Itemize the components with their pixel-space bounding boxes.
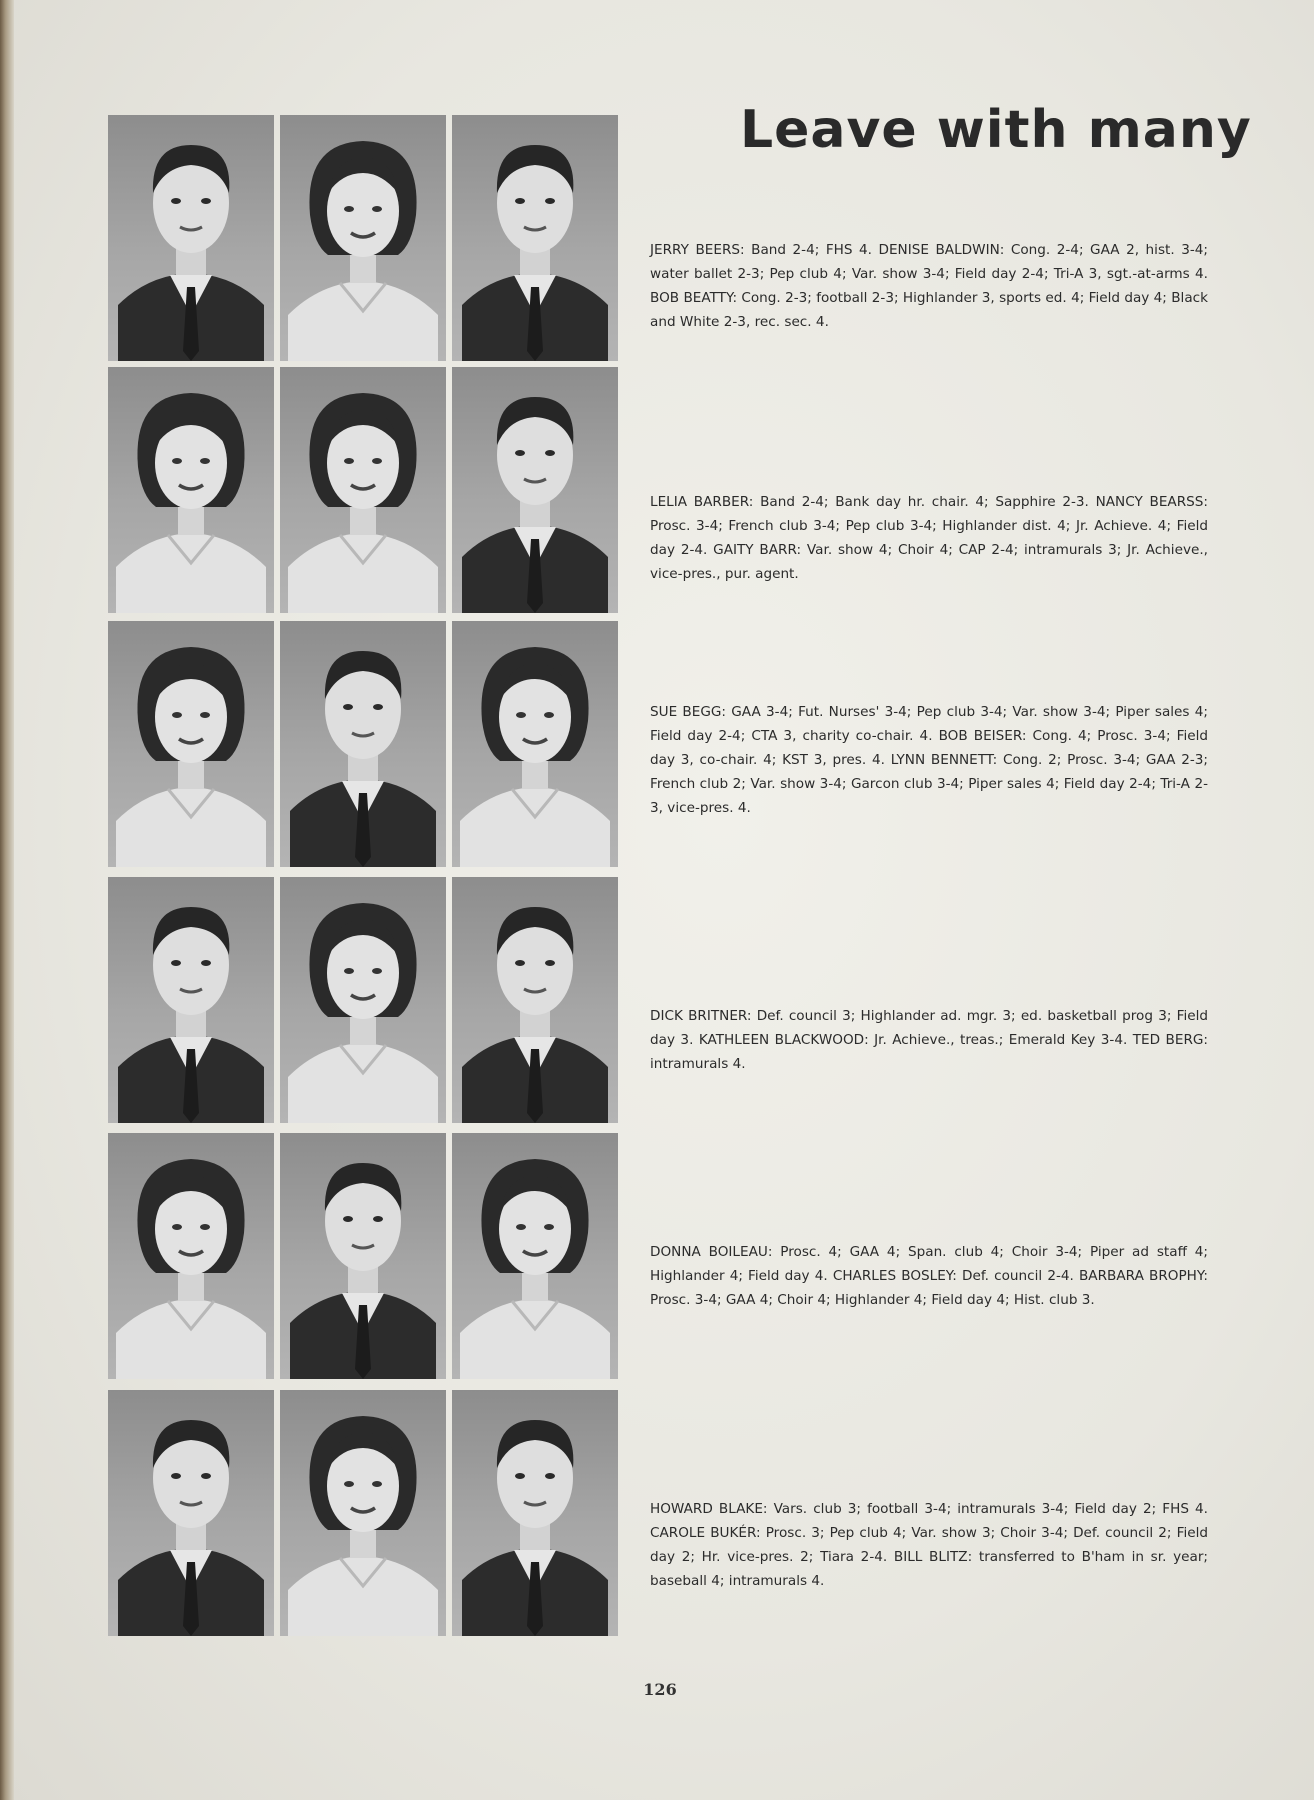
caption-row-4: DICK BRITNER: Def. council 3; Highlander ad. mgr. 3; ed. basketball prog 3; Field day 3. KATHLEEN BLACKWOOD: Jr. Achieve., treas.; Emerald Key 3-4. TED BERG: intramurals 4. [650, 1008, 1208, 1072]
portrait-photo [452, 1390, 618, 1636]
page-heading: Leave with many [740, 100, 1252, 160]
portrait-photo [280, 115, 446, 361]
page-number: 126 [643, 1680, 677, 1699]
caption-row-2: LELIA BARBER: Band 2-4; Bank day hr. chair. 4; Sapphire 2-3. NANCY BEARSS: Prosc. 3-4; French club 3-4; Pep club 3-4; Highlander dist. 4; Jr. Achieve. 4; Field day 2-4. GAITY BARR: Var. show 4; Choir 4; CAP 2-4; intramurals 3; Jr. Achieve., vice-pres., pur. agent. [650, 494, 1208, 582]
portrait-photo [108, 621, 274, 867]
caption-row-5: DONNA BOILEAU: Prosc. 4; GAA 4; Span. club 4; Choir 3-4; Piper ad staff 4; Highlander 4; Field day 4. CHARLES BOSLEY: Def. council 2-4. BARBARA BROPHY: Prosc. 3-4; GAA 4; Choir 4; Highlander 4; Field day 4; Hist. club 3. [650, 1244, 1208, 1308]
portrait-photo [280, 1390, 446, 1636]
portrait-photo [108, 1390, 274, 1636]
portrait-photo [280, 367, 446, 613]
portrait-photo [108, 115, 274, 361]
portrait-photo [280, 1133, 446, 1379]
portrait-photo [452, 367, 618, 613]
portrait-photo [452, 115, 618, 361]
portrait-photo [108, 367, 274, 613]
portrait-photo [280, 621, 446, 867]
portrait-photo [452, 1133, 618, 1379]
page-binding [0, 0, 14, 1800]
portrait-photo [280, 877, 446, 1123]
caption-row-6: HOWARD BLAKE: Vars. club 3; football 3-4; intramurals 3-4; Field day 2; FHS 4. CAROLE BUKÉR: Prosc. 3; Pep club 4; Var. show 3; Choir 3-4; Def. council 2; Field day 2; Hr. vice-pres. 2; Tiara 2-4. BILL BLITZ: transferred to B'ham in sr. year; baseball 4; intramurals 4. [650, 1501, 1208, 1589]
portrait-photo [452, 621, 618, 867]
caption-row-1: JERRY BEERS: Band 2-4; FHS 4. DENISE BALDWIN: Cong. 2-4; GAA 2, hist. 3-4; water ballet 2-3; Pep club 4; Var. show 3-4; Field day 2-4; Tri-A 3, sgt.-at-arms 4. BOB BEATTY: Cong. 2-3; football 2-3; Highlander 3, sports ed. 4; Field day 4; Black and White 2-3, rec. sec. 4. [650, 242, 1208, 330]
caption-row-3: SUE BEGG: GAA 3-4; Fut. Nurses' 3-4; Pep club 3-4; Var. show 3-4; Piper sales 4; Field day 2-4; CTA 3, charity co-chair. 4. BOB BEISER: Cong. 4; Prosc. 3-4; Field day 3, co-chair. 4; KST 3, pres. 4. LYNN BENNETT: Cong. 2; Prosc. 3-4; GAA 2-3; French club 2; Var. show 3-4; Garcon club 3-4; Piper sales 4; Field day 2-4; Tri-A 2-3, vice-pres. 4. [650, 704, 1208, 816]
portrait-photo [108, 877, 274, 1123]
portrait-photo [108, 1133, 274, 1379]
portrait-photo [452, 877, 618, 1123]
portrait-grid [108, 115, 628, 1650]
